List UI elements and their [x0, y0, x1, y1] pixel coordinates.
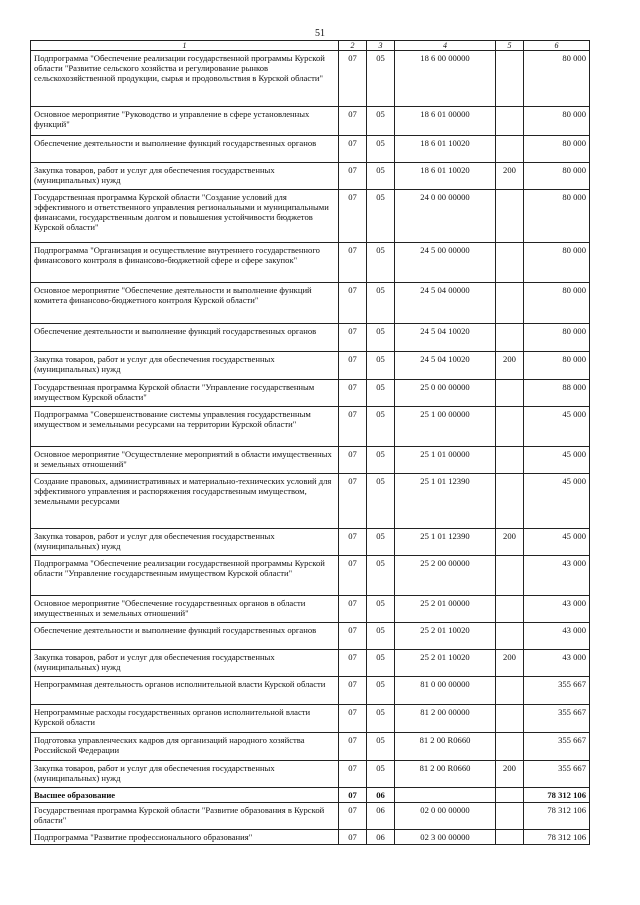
row-amount-cell: 80 000 — [524, 190, 590, 243]
row-expense-type-cell — [496, 107, 524, 136]
row-section-cell: 07 — [339, 163, 367, 190]
column-header-target-article: 4 — [395, 41, 496, 51]
row-name-cell: Подпрограмма "Совершенствование системы управления государственным имуществом и земельными ресурсами на территории Курской области" — [31, 407, 339, 447]
table-body — [31, 51, 590, 845]
row-expense-type-cell — [496, 447, 524, 474]
row-section-cell: 07 — [339, 788, 367, 803]
row-section-cell: 07 — [339, 380, 367, 407]
row-section-cell: 07 — [339, 556, 367, 596]
row-section-cell: 07 — [339, 830, 367, 845]
row-target-article-cell: 25 1 01 00000 — [395, 447, 496, 474]
row-amount-cell: 80 000 — [524, 107, 590, 136]
row-expense-type-cell: 200 — [496, 761, 524, 788]
table-row — [31, 380, 590, 407]
row-expense-type-cell — [496, 733, 524, 761]
row-expense-type-cell — [496, 596, 524, 623]
table-row — [31, 761, 590, 788]
row-subsection-cell: 05 — [367, 352, 395, 380]
row-subsection-cell: 05 — [367, 163, 395, 190]
row-name-cell: Основное мероприятие "Осуществление мероприятий в области имущественных и земельных отношений" — [31, 447, 339, 474]
row-subsection-cell: 05 — [367, 447, 395, 474]
table-row — [31, 556, 590, 596]
row-expense-type-cell: 200 — [496, 650, 524, 677]
row-subsection-cell: 05 — [367, 407, 395, 447]
row-expense-type-cell — [496, 556, 524, 596]
row-amount-cell: 355 667 — [524, 761, 590, 788]
table-row — [31, 803, 590, 830]
row-name-cell: Основное мероприятие "Обеспечение государственных органов в области имущественных и земельных отношений" — [31, 596, 339, 623]
row-subsection-cell: 05 — [367, 190, 395, 243]
row-target-article-cell: 24 0 00 00000 — [395, 190, 496, 243]
table-row — [31, 830, 590, 845]
row-target-article-cell: 24 5 00 00000 — [395, 243, 496, 283]
row-target-article-cell: 24 5 04 10020 — [395, 352, 496, 380]
row-expense-type-cell: 200 — [496, 529, 524, 556]
row-expense-type-cell — [496, 136, 524, 163]
row-amount-cell: 80 000 — [524, 163, 590, 190]
row-expense-type-cell — [496, 324, 524, 352]
table-header-row — [31, 41, 590, 51]
row-expense-type-cell — [496, 407, 524, 447]
row-subsection-cell: 06 — [367, 830, 395, 845]
row-amount-cell: 78 312 106 — [524, 830, 590, 845]
row-target-article-cell: 81 2 00 00000 — [395, 705, 496, 733]
row-section-cell: 07 — [339, 623, 367, 650]
row-expense-type-cell — [496, 677, 524, 705]
row-amount-cell: 43 000 — [524, 556, 590, 596]
row-name-cell: Подпрограмма "Организация и осуществление внутреннего государственного финансового контроля в финансово-бюджетной сфере и сфере закупок" — [31, 243, 339, 283]
row-subsection-cell: 05 — [367, 243, 395, 283]
row-name-cell: Закупка товаров, работ и услуг для обеспечения государственных (муниципальных) нужд — [31, 650, 339, 677]
table-row — [31, 788, 590, 803]
row-name-cell: Основное мероприятие "Обеспечение деятельности и выполнение функций комитета финансово-бюджетного контроля Курской области" — [31, 283, 339, 324]
row-name-cell: Подпрограмма "Обеспечение реализации государственной программы Курской области "Развитие сельского хозяйства и регулирование рынков сельскохозяйственной продукции, сырья и продовольствия в Курской области" — [31, 51, 339, 107]
row-expense-type-cell: 200 — [496, 352, 524, 380]
row-amount-cell: 355 667 — [524, 677, 590, 705]
row-subsection-cell: 05 — [367, 556, 395, 596]
row-target-article-cell: 25 0 00 00000 — [395, 380, 496, 407]
row-subsection-cell: 05 — [367, 705, 395, 733]
row-amount-cell: 45 000 — [524, 407, 590, 447]
row-target-article-cell — [395, 788, 496, 803]
row-expense-type-cell — [496, 830, 524, 845]
row-target-article-cell: 02 0 00 00000 — [395, 803, 496, 830]
table-row — [31, 243, 590, 283]
row-name-cell: Закупка товаров, работ и услуг для обеспечения государственных (муниципальных) нужд — [31, 163, 339, 190]
row-amount-cell: 80 000 — [524, 136, 590, 163]
row-subsection-cell: 06 — [367, 788, 395, 803]
row-subsection-cell: 05 — [367, 596, 395, 623]
table-row — [31, 136, 590, 163]
row-name-cell: Высшее образование — [31, 788, 339, 803]
row-target-article-cell: 24 5 04 00000 — [395, 283, 496, 324]
row-section-cell: 07 — [339, 803, 367, 830]
row-target-article-cell: 25 2 01 10020 — [395, 650, 496, 677]
table-row — [31, 474, 590, 529]
row-expense-type-cell — [496, 283, 524, 324]
table-row — [31, 529, 590, 556]
row-amount-cell: 80 000 — [524, 324, 590, 352]
row-target-article-cell: 18 6 01 10020 — [395, 163, 496, 190]
row-amount-cell: 80 000 — [524, 352, 590, 380]
row-target-article-cell: 25 1 00 00000 — [395, 407, 496, 447]
row-subsection-cell: 05 — [367, 529, 395, 556]
row-name-cell: Закупка товаров, работ и услуг для обеспечения государственных (муниципальных) нужд — [31, 761, 339, 788]
table-row — [31, 190, 590, 243]
row-target-article-cell: 25 1 01 12390 — [395, 474, 496, 529]
row-name-cell: Основное мероприятие "Руководство и управление в сфере установленных функций" — [31, 107, 339, 136]
column-header-amount: 6 — [524, 41, 590, 51]
row-subsection-cell: 05 — [367, 136, 395, 163]
table-row — [31, 107, 590, 136]
table-row — [31, 324, 590, 352]
row-name-cell: Государственная программа Курской области "Управление государственным имуществом Курской области" — [31, 380, 339, 407]
page-number: 51 — [315, 28, 325, 39]
table-row — [31, 407, 590, 447]
row-name-cell: Обеспечение деятельности и выполнение функций государственных органов — [31, 324, 339, 352]
budget-table — [30, 40, 590, 845]
row-target-article-cell: 25 2 01 00000 — [395, 596, 496, 623]
row-subsection-cell: 05 — [367, 733, 395, 761]
row-amount-cell: 78 312 106 — [524, 788, 590, 803]
row-target-article-cell: 81 0 00 00000 — [395, 677, 496, 705]
row-name-cell: Подготовка управленческих кадров для организаций народного хозяйства Российской Федерации — [31, 733, 339, 761]
row-target-article-cell: 02 3 00 00000 — [395, 830, 496, 845]
row-section-cell: 07 — [339, 51, 367, 107]
row-name-cell: Обеспечение деятельности и выполнение функций государственных органов — [31, 623, 339, 650]
row-target-article-cell: 81 2 00 R0660 — [395, 761, 496, 788]
row-amount-cell: 80 000 — [524, 51, 590, 107]
row-section-cell: 07 — [339, 474, 367, 529]
row-name-cell: Подпрограмма "Обеспечение реализации государственной программы Курской области "Управление государственным имуществом Курской области" — [31, 556, 339, 596]
table-row — [31, 677, 590, 705]
row-amount-cell: 80 000 — [524, 243, 590, 283]
row-target-article-cell: 81 2 00 R0660 — [395, 733, 496, 761]
row-name-cell: Закупка товаров, работ и услуг для обеспечения государственных (муниципальных) нужд — [31, 352, 339, 380]
row-name-cell: Непрограммная деятельность органов исполнительной власти Курской области — [31, 677, 339, 705]
row-amount-cell: 45 000 — [524, 529, 590, 556]
table-row — [31, 705, 590, 733]
row-subsection-cell: 06 — [367, 803, 395, 830]
table-row — [31, 163, 590, 190]
row-name-cell: Непрограммные расходы государственных органов исполнительной власти Курской области — [31, 705, 339, 733]
table-row — [31, 623, 590, 650]
row-section-cell: 07 — [339, 596, 367, 623]
row-section-cell: 07 — [339, 447, 367, 474]
row-subsection-cell: 05 — [367, 283, 395, 324]
row-subsection-cell: 05 — [367, 324, 395, 352]
row-target-article-cell: 18 6 00 00000 — [395, 51, 496, 107]
row-section-cell: 07 — [339, 136, 367, 163]
row-section-cell: 07 — [339, 190, 367, 243]
row-subsection-cell: 05 — [367, 650, 395, 677]
row-subsection-cell: 05 — [367, 107, 395, 136]
row-subsection-cell: 05 — [367, 761, 395, 788]
row-amount-cell: 355 667 — [524, 733, 590, 761]
row-subsection-cell: 05 — [367, 51, 395, 107]
row-name-cell: Подпрограмма "Развитие профессионального образования" — [31, 830, 339, 845]
row-section-cell: 07 — [339, 705, 367, 733]
row-expense-type-cell — [496, 623, 524, 650]
table-row — [31, 596, 590, 623]
row-amount-cell: 43 000 — [524, 596, 590, 623]
table-row — [31, 447, 590, 474]
row-subsection-cell: 05 — [367, 474, 395, 529]
row-section-cell: 07 — [339, 283, 367, 324]
row-expense-type-cell: 200 — [496, 163, 524, 190]
row-section-cell: 07 — [339, 107, 367, 136]
row-section-cell: 07 — [339, 243, 367, 283]
row-subsection-cell: 05 — [367, 623, 395, 650]
row-amount-cell: 45 000 — [524, 447, 590, 474]
row-name-cell: Обеспечение деятельности и выполнение функций государственных органов — [31, 136, 339, 163]
row-target-article-cell: 18 6 01 10020 — [395, 136, 496, 163]
row-expense-type-cell — [496, 705, 524, 733]
row-amount-cell: 88 000 — [524, 380, 590, 407]
table-row — [31, 352, 590, 380]
table-row — [31, 733, 590, 761]
row-section-cell: 07 — [339, 407, 367, 447]
row-expense-type-cell — [496, 474, 524, 529]
column-header-subsection: 3 — [367, 41, 395, 51]
table-row — [31, 650, 590, 677]
row-amount-cell: 45 000 — [524, 474, 590, 529]
row-expense-type-cell — [496, 380, 524, 407]
row-amount-cell: 80 000 — [524, 283, 590, 324]
row-section-cell: 07 — [339, 677, 367, 705]
row-subsection-cell: 05 — [367, 380, 395, 407]
row-name-cell: Государственная программа Курской области "Развитие образования в Курской области" — [31, 803, 339, 830]
row-amount-cell: 355 667 — [524, 705, 590, 733]
row-section-cell: 07 — [339, 529, 367, 556]
row-target-article-cell: 25 2 00 00000 — [395, 556, 496, 596]
row-section-cell: 07 — [339, 324, 367, 352]
row-expense-type-cell — [496, 803, 524, 830]
row-subsection-cell: 05 — [367, 677, 395, 705]
row-section-cell: 07 — [339, 733, 367, 761]
row-amount-cell: 43 000 — [524, 650, 590, 677]
column-header-name: 1 — [31, 41, 339, 51]
row-expense-type-cell — [496, 190, 524, 243]
row-expense-type-cell — [496, 243, 524, 283]
column-header-section: 2 — [339, 41, 367, 51]
row-section-cell: 07 — [339, 650, 367, 677]
row-target-article-cell: 18 6 01 00000 — [395, 107, 496, 136]
row-amount-cell: 78 312 106 — [524, 803, 590, 830]
row-name-cell: Закупка товаров, работ и услуг для обеспечения государственных (муниципальных) нужд — [31, 529, 339, 556]
row-amount-cell: 43 000 — [524, 623, 590, 650]
table-row — [31, 51, 590, 107]
row-target-article-cell: 25 2 01 10020 — [395, 623, 496, 650]
row-target-article-cell: 25 1 01 12390 — [395, 529, 496, 556]
table-row — [31, 283, 590, 324]
row-expense-type-cell — [496, 788, 524, 803]
row-section-cell: 07 — [339, 761, 367, 788]
row-section-cell: 07 — [339, 352, 367, 380]
row-expense-type-cell — [496, 51, 524, 107]
row-name-cell: Создание правовых, административных и материально-технических условий для эффективного управления и распоряжения государственным имуществом, земельными ресурсами — [31, 474, 339, 529]
row-name-cell: Государственная программа Курской области "Создание условий для эффективного и ответственного управления региональными и муниципальными финансами, государственным долгом и повышения устойчивости бюджетов Курской области" — [31, 190, 339, 243]
column-header-expense-type: 5 — [496, 41, 524, 51]
row-target-article-cell: 24 5 04 10020 — [395, 324, 496, 352]
